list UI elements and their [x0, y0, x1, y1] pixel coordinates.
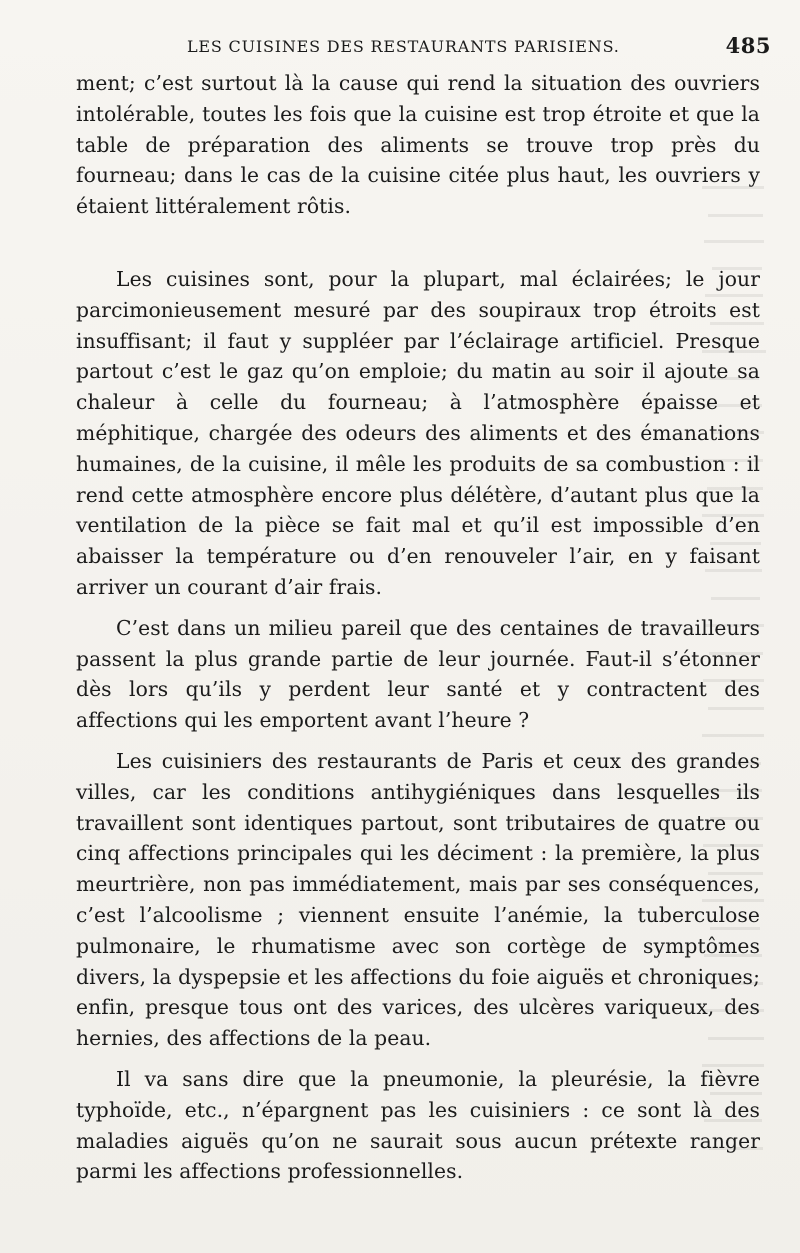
main-text [76, 68, 760, 1187]
running-header [187, 33, 771, 63]
header-title: LES CUISINES DES RESTAURANTS PARISIENS. [187, 37, 620, 56]
paragraph-diseases: Les cuisiniers des restaurants de Paris et ceux des grandes villes, car les conditions antihygiéniques dans lesquelles ils travaillent sont identiques partout, sont tributaires de quatre ou cinq affections principales qui les déciment : la première, la plus meurtrière, non pas immédiatement, mais par ses conséquences, c’est l’alcoolisme ; viennent ensuite l’anémie, la tuberculose pulmonaire, le rhumatisme avec son cortège de symptômes divers, la dyspepsie et les affections du foie aiguës et chroniques; enfin, presque tous ont des varices, des ulcères variqueux, des hernies, des affections de la peau. [76, 748, 760, 1051]
paragraph-continuation: ment; c’est surtout là la cause qui rend la situation des ouvriers intolérable, toutes les fois que la cuisine est trop étroite et que la table de préparation des aliments se trouve trop près du fourneau; dans le cas de la cuisine citée plus haut, les ouvriers y étaient littéralement rôtis. [76, 71, 760, 219]
paragraph-acute-diseases: Il va sans dire que la pneumonie, la pleurésie, la fièvre typhoïde, etc., n’épargnent pas les cuisiniers : ce sont là des maladies aiguës qu’on ne saurait sous aucun prétexte ranger parmi les affections professionnelles. [76, 1066, 760, 1184]
paragraph-workers: C’est dans un milieu pareil que des centaines de travailleurs passent la plus grande partie de leur journée. Faut-il s’étonner dès lors qu’ils y perdent leur santé et y contractent des affections qui les emportent avant l’heure ? [76, 615, 760, 733]
page-number: 485 [725, 33, 771, 58]
paragraph-lighting: Les cuisines sont, pour la plupart, mal éclairées; le jour parcimonieusement mesuré par des soupiraux trop étroits est insuffisant; il faut y suppléer par l’éclairage artificiel. Presque partout c’est le gaz qu’on emploie; du matin au soir il ajoute sa chaleur à celle du fourneau; à l’atmosphère épaisse et méphitique, chargée des odeurs des aliments et des émanations humaines, de la cuisine, il mêle les produits de sa combustion : il rend cette atmosphère encore plus délétère, d’autant plus que la ventilation de la pièce se fait mal et qu’il est impossible d’en abaisser la température ou d’en renouveler l’air, en y faisant arriver un courant d’air frais. [76, 266, 760, 599]
